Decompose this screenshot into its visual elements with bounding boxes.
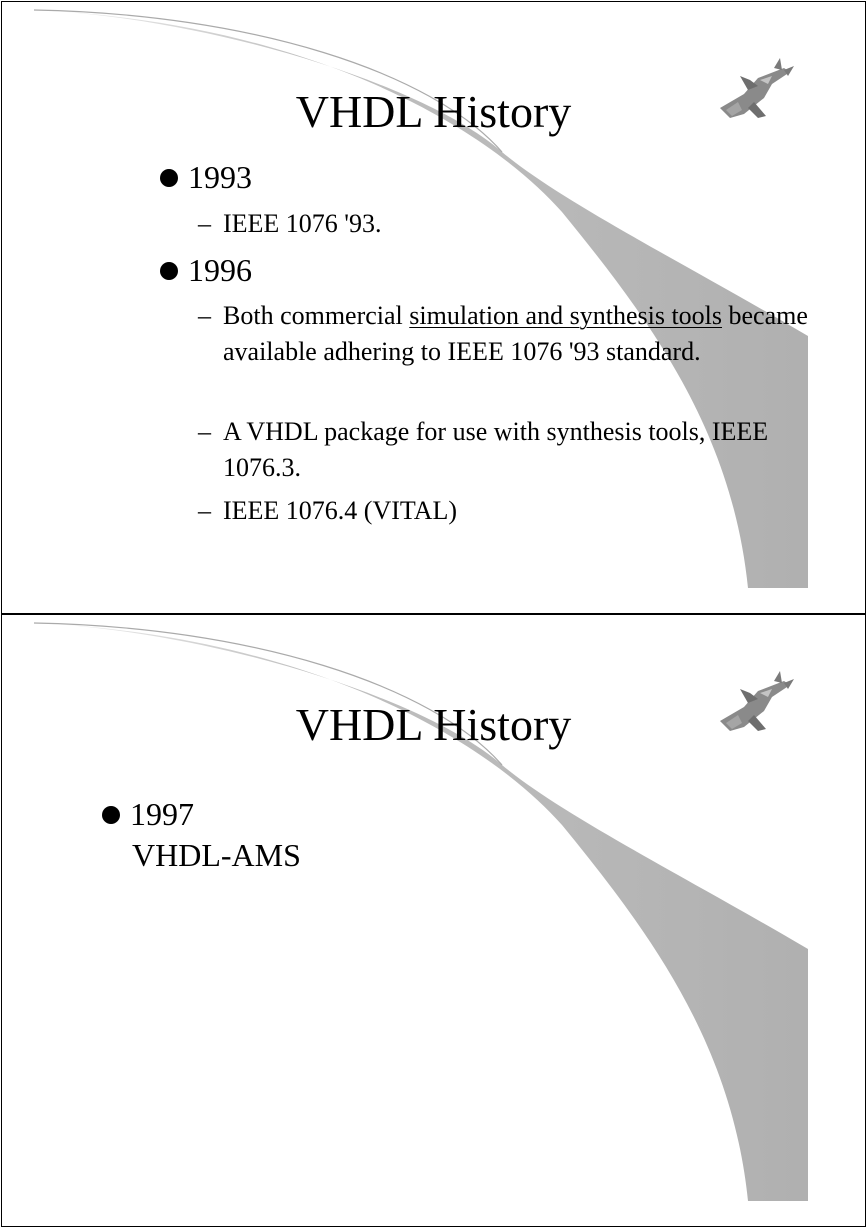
bullet-item bbox=[160, 158, 252, 196]
sub-item bbox=[198, 298, 813, 370]
dash-marker: – bbox=[198, 417, 211, 446]
dash-marker: – bbox=[198, 496, 211, 525]
sub-item-text: A VHDL package for use with synthesis tools, IEEE 1076.3. bbox=[223, 417, 769, 482]
bullet-dot-icon bbox=[102, 806, 120, 824]
slide-title: VHDL History bbox=[295, 86, 572, 137]
sub-item-text: Both commercial simulation and synthesis tools became available adhering to IEEE 1076 '93 standard. bbox=[223, 301, 808, 366]
dash-marker: – bbox=[198, 209, 211, 238]
slide-2 bbox=[1, 614, 866, 1227]
bullet-item bbox=[102, 795, 194, 833]
bullet-label: 1997 bbox=[130, 796, 194, 832]
sub-item-text: IEEE 1076 '93. bbox=[223, 209, 382, 238]
sub-item-text: IEEE 1076.4 (VITAL) bbox=[223, 496, 458, 525]
bullet-item bbox=[160, 251, 252, 289]
bullet-label: 1996 bbox=[188, 252, 252, 288]
bullet-dot-icon bbox=[160, 262, 178, 280]
bullet-dot-icon bbox=[160, 169, 178, 187]
bullet-continuation: VHDL-AMS bbox=[132, 837, 301, 873]
sub-item bbox=[198, 206, 813, 242]
sub-item bbox=[198, 414, 813, 486]
bullet-label: 1993 bbox=[188, 159, 252, 195]
slide-1 bbox=[1, 1, 866, 614]
dash-marker: – bbox=[198, 301, 211, 330]
sub-item bbox=[198, 493, 813, 529]
slide-title: VHDL History bbox=[295, 699, 572, 750]
